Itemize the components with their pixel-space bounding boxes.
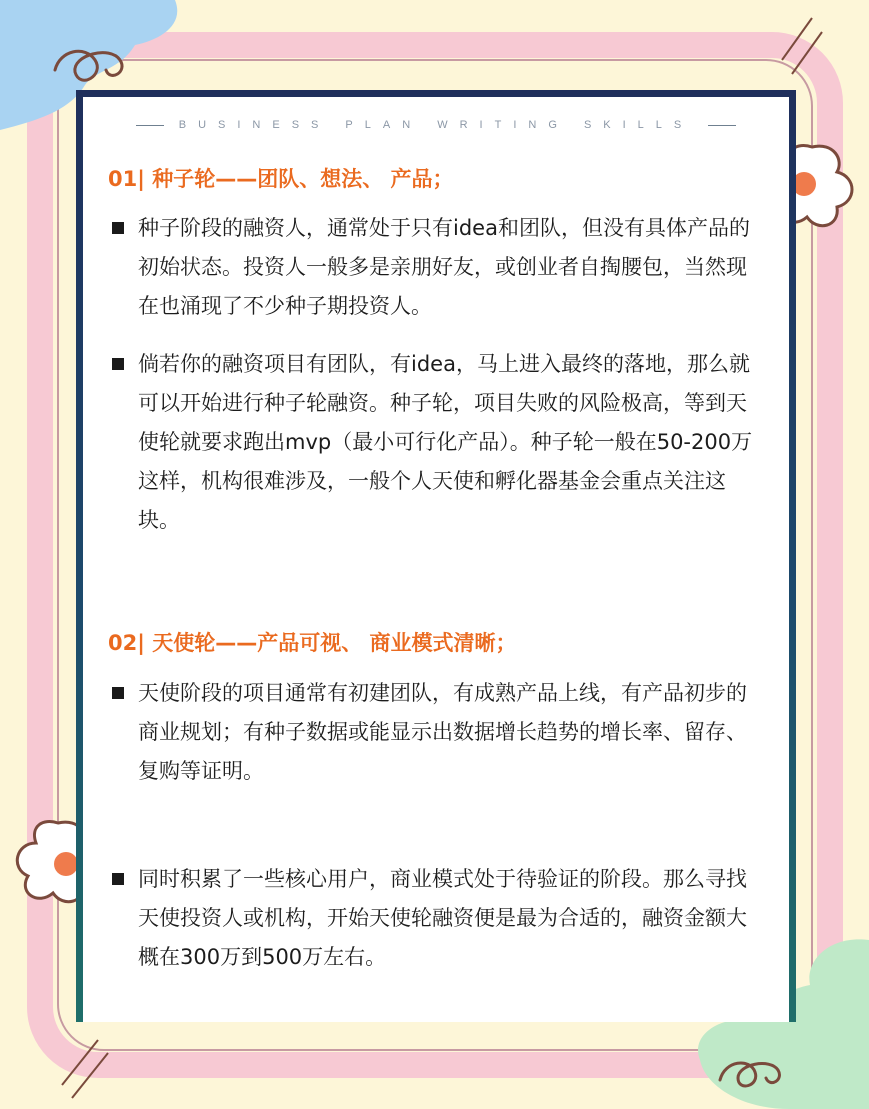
- square-bullet-icon: [112, 873, 124, 885]
- square-bullet-icon: [112, 358, 124, 370]
- section-title-seed: 01| 种子轮——团队、想法、 产品；: [108, 167, 454, 191]
- list-item-text: 同时积累了一些核心用户，商业模式处于待验证的阶段。那么寻找天使投资人或机构，开始天使轮融资便是最为合适的，融资金额大概在300万到500万左右。: [138, 867, 747, 969]
- list-item: [108, 674, 758, 791]
- list-item: [108, 860, 758, 977]
- list-item: [108, 209, 758, 326]
- eyebrow-rule-right: [708, 125, 736, 126]
- square-bullet-icon: [112, 687, 124, 699]
- square-bullet-icon: [112, 222, 124, 234]
- card-inner: [83, 97, 789, 1022]
- content-card: [76, 90, 796, 1022]
- section-title-angel: 02| 天使轮——产品可视、 商业模式清晰；: [108, 631, 517, 655]
- list-item-text: 倘若你的融资项目有团队，有idea，马上进入最终的落地，那么就可以开始进行种子轮融资。种子轮，项目失败的风险极高，等到天使轮就要求跑出mvp（最小可行化产品）。种子轮一般在50-200万这样，机构很难涉及，一般个人天使和孵化器基金会重点关注这块。: [138, 352, 753, 532]
- list-item: [108, 345, 758, 540]
- list-item-text: 种子阶段的融资人，通常处于只有idea和团队，但没有具体产品的初始状态。投资人一般多是亲朋好友，或创业者自掏腰包，当然现在也涌现了不少种子期投资人。: [138, 216, 750, 318]
- eyebrow-text: BUSINESS PLAN WRITING SKILLS: [178, 119, 694, 132]
- eyebrow-rule-left: [136, 125, 164, 126]
- eyebrow-label: [83, 119, 789, 131]
- list-item-text: 天使阶段的项目通常有初建团队，有成熟产品上线，有产品初步的商业规划；有种子数据或能显示出数据增长趋势的增长率、留存、复购等证明。: [138, 681, 747, 783]
